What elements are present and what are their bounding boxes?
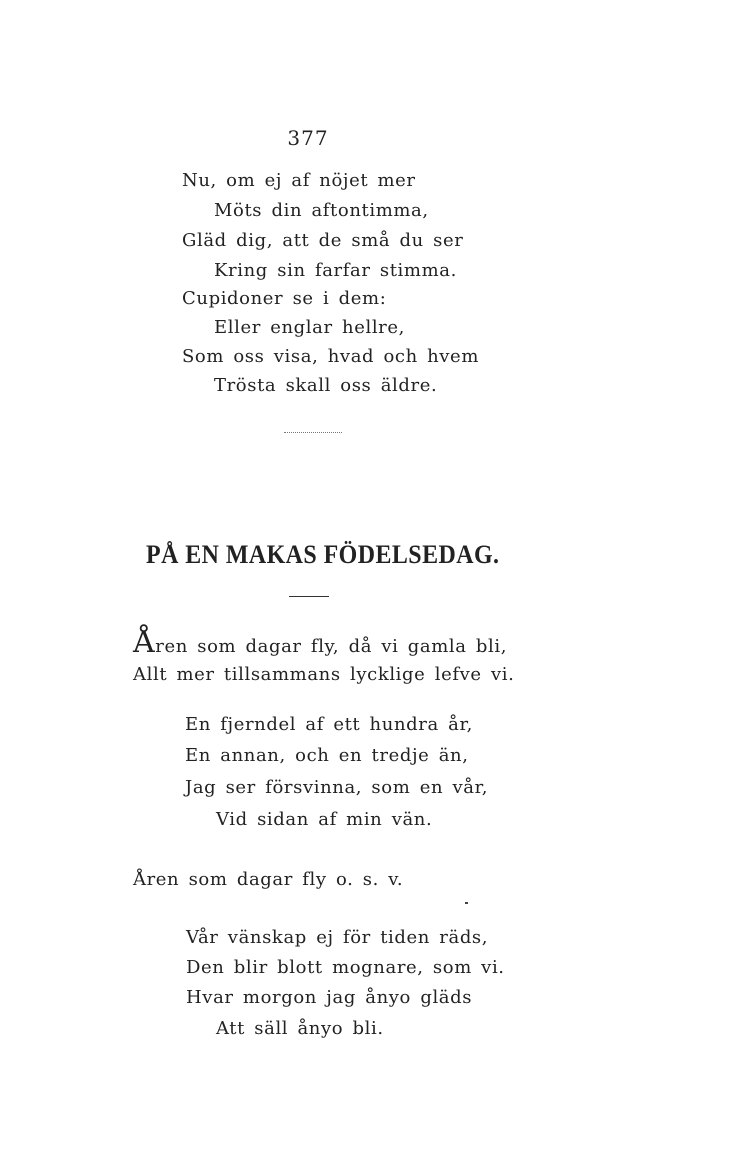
page-number: 377 bbox=[287, 126, 329, 150]
refrain-line-1 bbox=[133, 625, 508, 660]
verse-line: Vår vänskap ej för tiden räds, bbox=[186, 927, 489, 948]
ornament-divider bbox=[284, 432, 342, 433]
drop-cap: Å bbox=[133, 625, 156, 660]
verse-line: Jag ser försvinna, som en vår, bbox=[185, 777, 489, 798]
verse-line: Gläd dig, att de små du ser bbox=[182, 230, 464, 251]
verse-line: Hvar morgon jag ånyo gläds bbox=[186, 987, 473, 1008]
verse-line: Trösta skall oss äldre. bbox=[214, 375, 438, 396]
verse-line: Att säll ånyo bli. bbox=[216, 1018, 384, 1039]
verse-line: En fjerndel af ett hundra år, bbox=[185, 714, 473, 735]
verse-line: Som oss visa, hvad och hvem bbox=[182, 346, 479, 367]
title-rule bbox=[289, 596, 329, 597]
verse-line: En annan, och en tredje än, bbox=[185, 745, 469, 766]
refrain-line-2: Allt mer tillsammans lycklige lefve vi. bbox=[133, 664, 515, 685]
verse-line: Cupidoner se i dem: bbox=[182, 288, 387, 309]
verse-line: Möts din aftontimma, bbox=[214, 200, 429, 221]
verse-line: Vid sidan af min vän. bbox=[216, 809, 433, 830]
poem-title: PÅ EN MAKAS FÖDELSEDAG. bbox=[146, 540, 500, 569]
refrain-line-1-text: ren som dagar fly, då vi gamla bli, bbox=[155, 636, 508, 657]
verse-line: Nu, om ej af nöjet mer bbox=[182, 170, 416, 191]
verse-line: Kring sin farfar stimma. bbox=[214, 260, 457, 281]
verse-line: Den blir blott mognare, som vi. bbox=[186, 957, 505, 978]
print-speck bbox=[465, 902, 468, 904]
refrain-short: Åren som dagar fly o. s. v. bbox=[133, 869, 404, 890]
verse-line: Eller englar hellre, bbox=[214, 317, 405, 338]
